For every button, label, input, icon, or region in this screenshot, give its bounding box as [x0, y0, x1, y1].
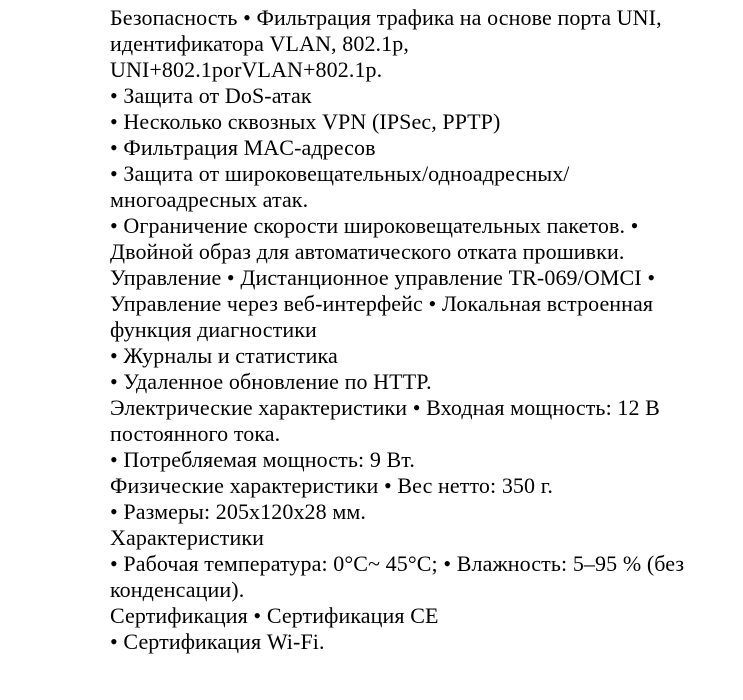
text-line: • Защита от DoS-атак	[110, 83, 312, 108]
text-line: функция диагностики	[110, 317, 317, 342]
text-line: • Потребляемая мощность: 9 Вт.	[110, 447, 415, 472]
text-line: • Защита от широковещательных/одноадресных/	[110, 161, 570, 186]
text-line: Управление через веб-интерфейс • Локальная встроенная	[110, 291, 654, 316]
text-line: • Размеры: 205x120x28 мм.	[110, 499, 367, 524]
text-line: • Сертификация Wi-Fi.	[110, 629, 325, 654]
text-line: UNI+802.1porVLAN+802.1p.	[110, 57, 383, 82]
text-line: Управление • Дистанционное управление TR-069/OMCI •	[110, 265, 656, 290]
text-line: Электрические характеристики • Входная мощность: 12 В	[110, 395, 660, 420]
text-line: • Несколько сквозных VPN (IPSec, PPTP)	[110, 109, 501, 134]
text-line: • Фильтрация MAC-адресов	[110, 135, 376, 160]
text-line: Двойной образ для автоматического отката прошивки.	[110, 239, 625, 264]
text-line: • Рабочая температура: 0°C~ 45°C; • Влажность: 5–95 % (без	[110, 551, 685, 576]
text-line: многоадресных атак.	[110, 187, 309, 212]
text-line: постоянного тока.	[110, 421, 281, 446]
text-line: Физические характеристики • Вес нетто: 350 г.	[110, 473, 553, 498]
text-line: идентификатора VLAN, 802.1p,	[110, 31, 409, 56]
text-line: Характеристики	[110, 525, 264, 550]
text-line: Сертификация • Сертификация CE	[110, 603, 439, 628]
text-line: конденсации).	[110, 577, 245, 602]
text-line: • Журналы и статистика	[110, 343, 338, 368]
text-line: Безопасность • Фильтрация трафика на основе порта UNI,	[110, 5, 662, 30]
text-line: • Ограничение скорости широковещательных пакетов. •	[110, 213, 639, 238]
spec-text-block	[110, 5, 735, 655]
text-line: • Удаленное обновление по HTTP.	[110, 369, 432, 394]
